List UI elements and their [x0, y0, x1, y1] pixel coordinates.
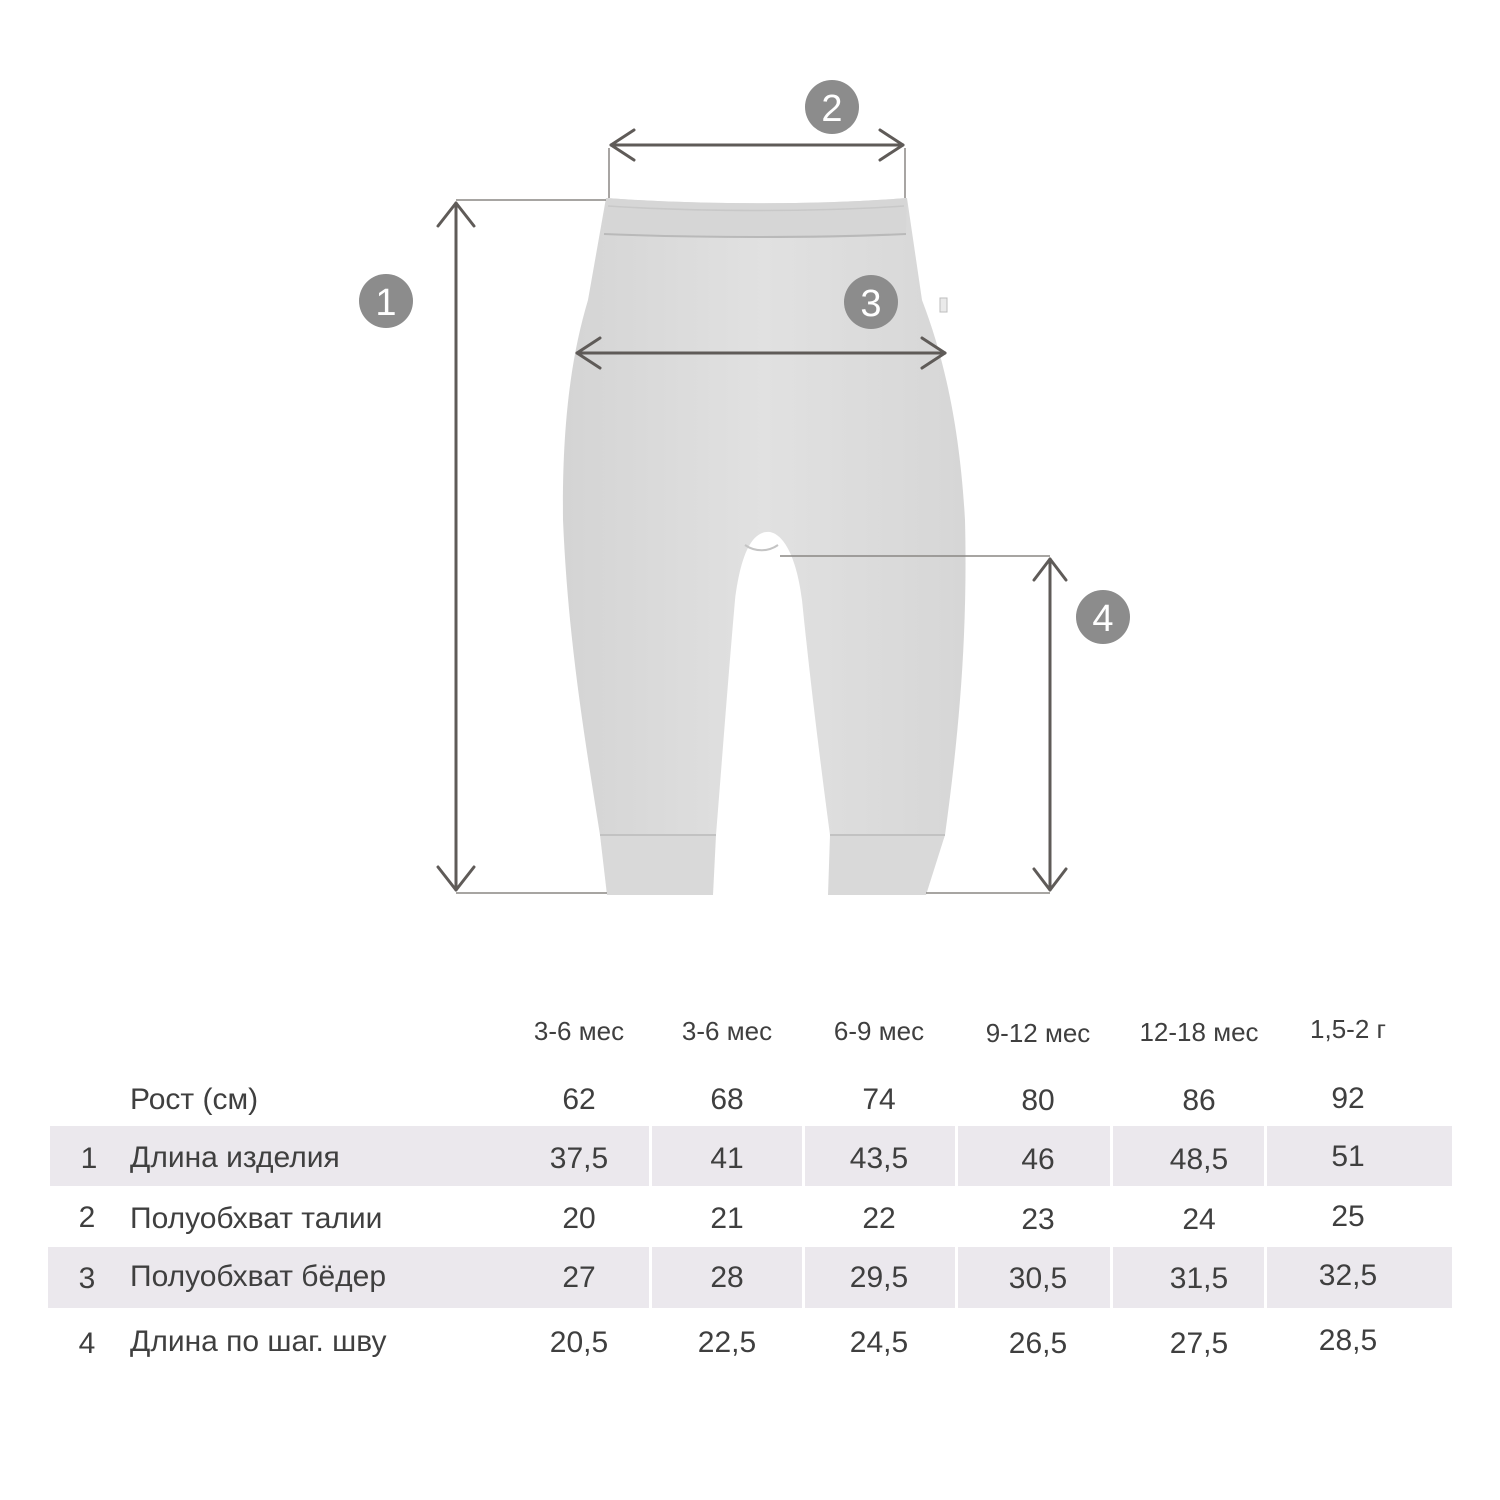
row-value: 41: [710, 1142, 744, 1175]
band-separator: [1264, 1247, 1267, 1308]
badge-2-label: 2: [821, 88, 843, 130]
band-separator: [802, 1247, 805, 1308]
row-value: 23: [1021, 1203, 1055, 1236]
size-header: 3-6 мес: [681, 1016, 773, 1046]
band-separator: [955, 1247, 958, 1308]
row-value: 43,5: [849, 1142, 909, 1175]
row-number: 2: [78, 1201, 96, 1234]
row-number: 3: [78, 1262, 96, 1295]
height-value: 80: [1021, 1084, 1055, 1117]
row-value: 22,5: [697, 1326, 757, 1359]
band-separator: [1264, 1126, 1267, 1186]
band-separator: [1110, 1126, 1113, 1186]
row-value: 27: [562, 1261, 596, 1294]
row-number: 4: [78, 1327, 96, 1360]
row-value: 26,5: [1008, 1327, 1068, 1360]
row-value: 46: [1021, 1143, 1055, 1176]
size-header: 12-18 мес: [1139, 1017, 1259, 1047]
size-header: 6-9 мес: [833, 1016, 925, 1046]
row-label: Полуобхват бёдер: [130, 1260, 387, 1293]
row-value: 51: [1331, 1140, 1365, 1173]
row-value: 37,5: [549, 1142, 609, 1175]
size-header: 1,5-2 г: [1310, 1014, 1386, 1044]
size-header: 9-12 мес: [985, 1018, 1091, 1048]
row-value: 31,5: [1169, 1262, 1229, 1295]
row-value: 28,5: [1318, 1324, 1378, 1357]
height-value: 68: [710, 1083, 744, 1116]
row-value: 25: [1331, 1200, 1365, 1233]
band-separator: [802, 1126, 805, 1186]
height-value: 62: [562, 1083, 596, 1116]
row-value: 20: [562, 1202, 596, 1235]
row-value: 20,5: [549, 1326, 609, 1359]
band-separator: [649, 1126, 652, 1186]
row-label: Полуобхват талии: [130, 1202, 383, 1235]
row-value: 21: [710, 1202, 744, 1235]
row-value: 48,5: [1169, 1143, 1229, 1176]
row-number: 1: [80, 1142, 98, 1175]
row-value: 29,5: [849, 1261, 909, 1294]
row-label: Длина по шаг. шву: [130, 1325, 387, 1358]
row-value: 32,5: [1318, 1259, 1378, 1292]
height-value: 74: [862, 1083, 896, 1116]
band-separator: [649, 1247, 652, 1308]
badge-1-label: 1: [375, 282, 397, 324]
size-header: 3-6 мес: [533, 1016, 625, 1046]
row-value: 27,5: [1169, 1327, 1229, 1360]
row-value: 24: [1182, 1203, 1216, 1236]
row-value: 28: [710, 1261, 744, 1294]
band-separator: [1110, 1247, 1113, 1308]
height-row-label: Рост (см): [130, 1083, 259, 1116]
band-separator: [955, 1126, 958, 1186]
height-value: 92: [1331, 1082, 1365, 1115]
row-value: 22: [862, 1202, 896, 1235]
badge-3-label: 3: [860, 283, 882, 325]
badge-4-label: 4: [1092, 598, 1114, 640]
row-value: 30,5: [1008, 1262, 1068, 1295]
row-label: Длина изделия: [130, 1141, 340, 1174]
height-value: 86: [1182, 1084, 1216, 1117]
row-value: 24,5: [849, 1326, 909, 1359]
